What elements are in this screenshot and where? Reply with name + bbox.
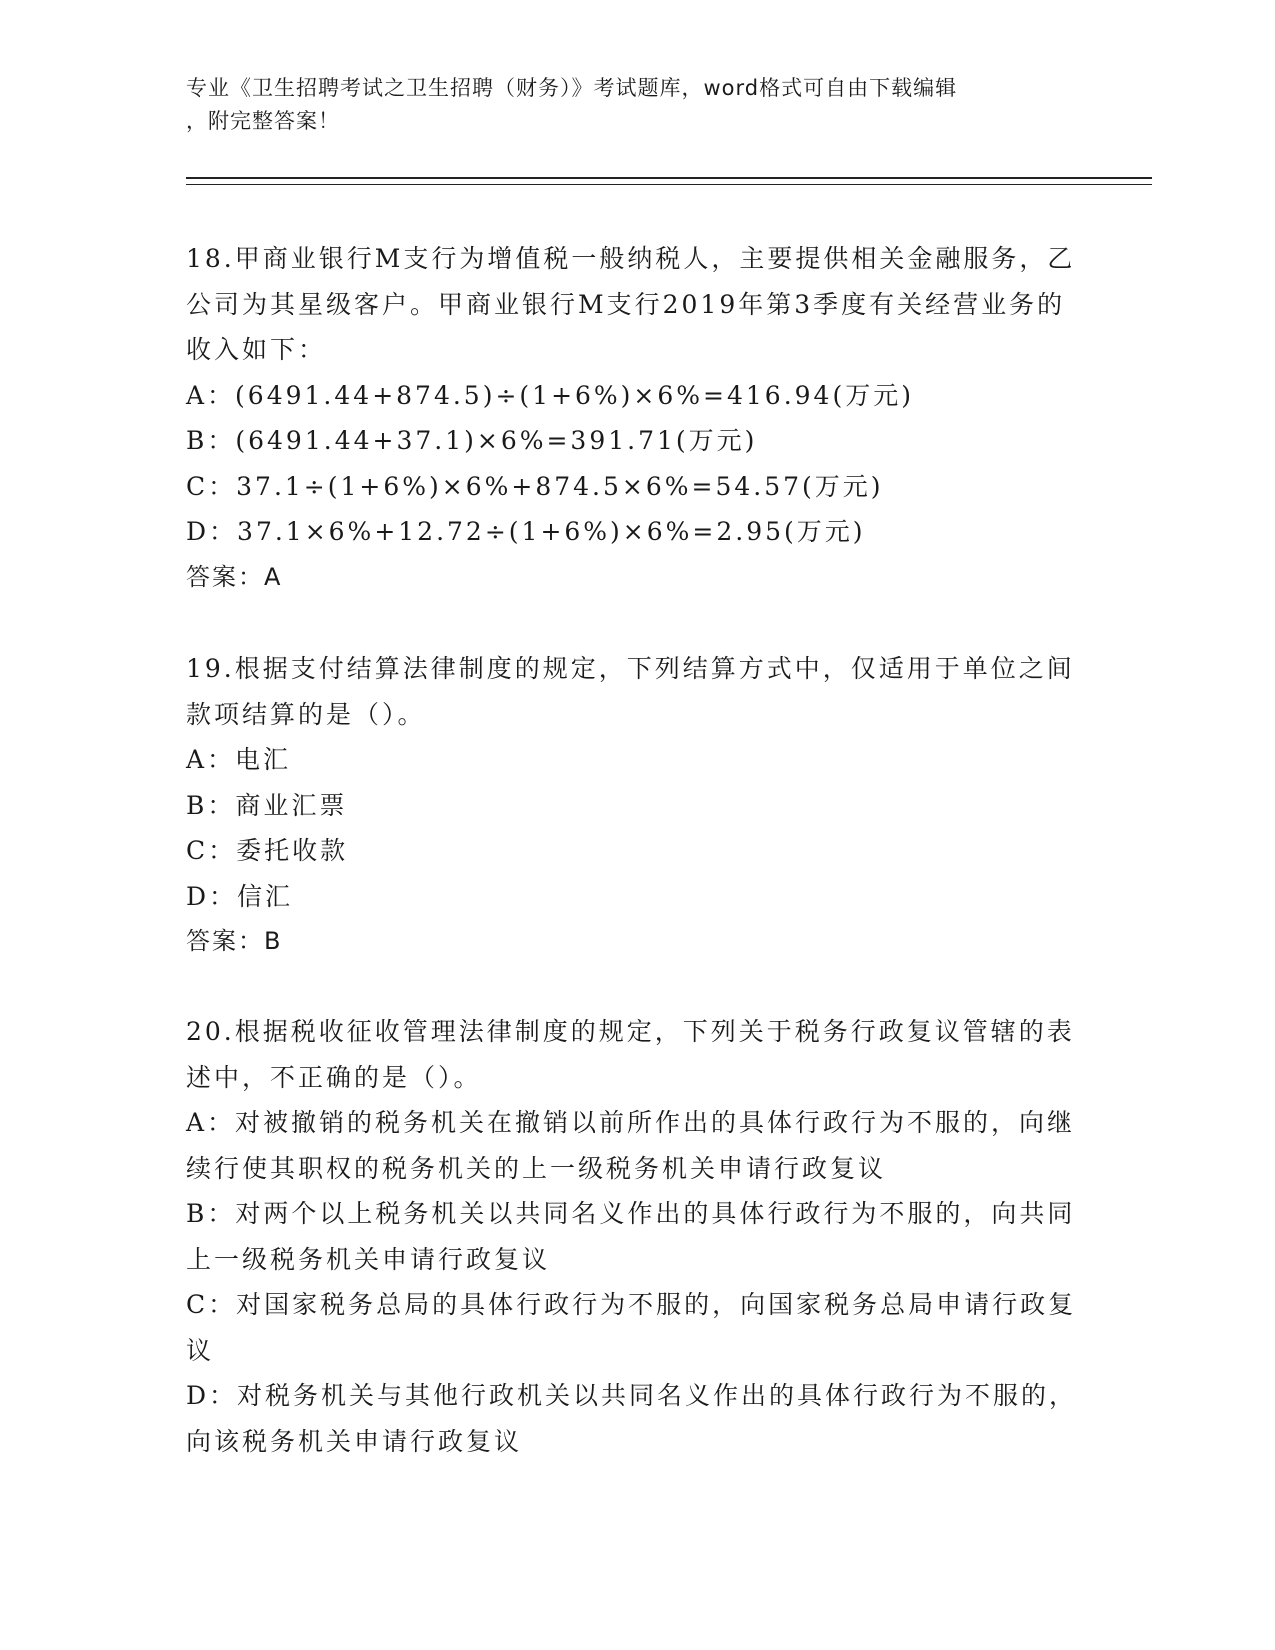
option-b: B：商业汇票 [186,790,348,820]
question-stem: 19.根据支付结算法律制度的规定，下列结算方式中，仅适用于单位之间款项结算的是（）。 [186,654,1075,729]
question-20 [186,1009,1086,1464]
option-c: C：37.1÷(1+6%)×6%+874.5×6%=54.57(万元) [186,471,884,501]
answer-label: 答案：A [186,562,283,591]
page-header [186,72,1066,138]
question-18 [186,236,1086,600]
option-b: B：对两个以上税务机关以共同名义作出的具体行政行为不服的，向共同上一级税务机关申请行政复议 [186,1199,1076,1274]
option-a: A：(6491.44+874.5)÷(1+6%)×6%=416.94(万元) [186,380,914,410]
option-a: A：电汇 [186,745,292,774]
option-c: C：对国家税务总局的具体行政行为不服的，向国家税务总局申请行政复议 [186,1290,1077,1365]
question-stem: 20.根据税收征收管理法律制度的规定，下列关于税务行政复议管辖的表述中，不正确的是（）。 [186,1017,1075,1092]
header-divider [186,177,1152,185]
question-stem: 18.甲商业银行M支行为增值税一般纳税人，主要提供相关金融服务，乙公司为其星级客户。甲商业银行M支行2019年第3季度有关经营业务的收入如下： [186,244,1076,364]
header-line-2: ，附完整答案！ [186,109,340,133]
option-d: D：信汇 [186,881,294,911]
option-a: A：对被撤销的税务机关在撤销以前所作出的具体行政行为不服的，向继续行使其职权的税务机关的上一级税务机关申请行政复议 [186,1108,1076,1183]
question-19 [186,646,1086,965]
answer-label: 答案：B [186,927,283,955]
option-d: D：37.1×6%+12.72÷(1+6%)×6%=2.95(万元) [186,517,866,546]
option-c: C：委托收款 [186,836,349,865]
header-line-1: 专业《卫生招聘考试之卫生招聘（财务）》考试题库，word格式可自由下载编辑 [186,76,958,100]
option-b: B：(6491.44+37.1)×6%=391.71(万元) [186,426,758,455]
option-d: D：对税务机关与其他行政机关以共同名义作出的具体行政行为不服的，向该税务机关申请行政复议 [186,1381,1078,1456]
